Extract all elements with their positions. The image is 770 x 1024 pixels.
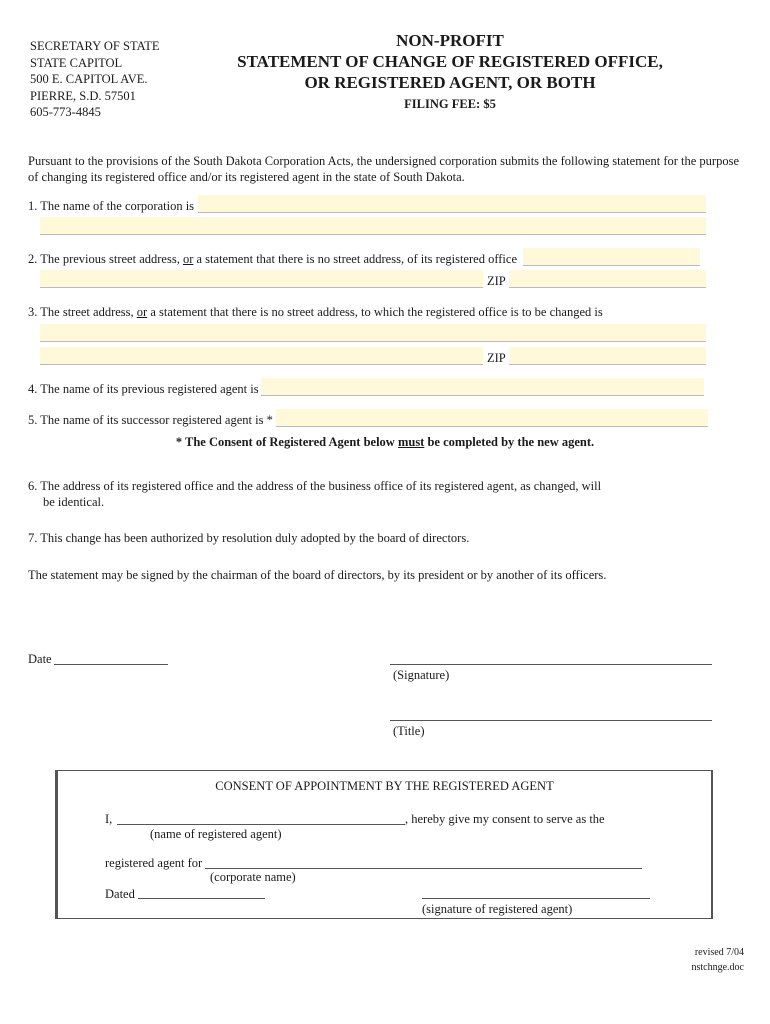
form-title: [200, 30, 700, 112]
dated-label: Dated: [105, 887, 135, 901]
corporate-name-caption: (corporate name): [210, 870, 296, 884]
previous-address-field-2[interactable]: [40, 270, 483, 288]
file-name: nstchnge.doc: [691, 962, 744, 973]
item-2-or: or: [182, 252, 194, 266]
signing-statement: The statement may be signed by the chairman of the board of directors, by its president or by another of its officers.: [28, 568, 607, 582]
footer: [692, 945, 745, 975]
signature-caption: (Signature): [393, 668, 450, 682]
note-must: must: [397, 435, 425, 449]
previous-zip-field[interactable]: [509, 270, 706, 288]
item-3-text-a: 3. The street address,: [28, 305, 137, 319]
item-7-label: 7. This change has been authorized by resolution duly adopted by the board of directors.: [28, 531, 470, 545]
agent-signature-line[interactable]: [422, 897, 650, 899]
title-caption: (Title): [393, 724, 425, 738]
title-line-1: NON-PROFIT: [396, 31, 504, 50]
date-line[interactable]: [54, 663, 168, 665]
consent-heading: CONSENT OF APPOINTMENT BY THE REGISTERED AGENT: [215, 779, 554, 793]
item-6-line-1: 6. The address of its registered office and the address of the business office of its registered agent, as changed, will: [28, 479, 602, 493]
previous-agent-field[interactable]: [261, 378, 704, 396]
title-line-3: OR REGISTERED AGENT, OR BOTH: [304, 73, 596, 92]
item-2-text-a: 2. The previous street address,: [28, 252, 183, 266]
item-3-label: [28, 304, 603, 320]
item-3-text-b: a statement that there is no street address, to which the registered office is to be changed is: [147, 305, 603, 319]
successor-agent-field[interactable]: [276, 409, 708, 427]
address-line: STATE CAPITOL: [30, 55, 123, 70]
zip-label: ZIP: [487, 351, 506, 365]
revised-date: revised 7/04: [694, 947, 744, 958]
address-line: 500 E. CAPITOL AVE.: [30, 72, 148, 86]
new-address-field[interactable]: [40, 324, 706, 342]
registered-agent-for-label: registered agent for: [105, 856, 203, 870]
item-3-or: or: [136, 305, 148, 319]
item-4-label: 4. The name of its previous registered agent is: [28, 382, 259, 396]
filing-fee: FILING FEE: $5: [404, 97, 496, 111]
corporation-name-field[interactable]: [198, 195, 706, 213]
note-text-a: * The Consent of Registered Agent below: [175, 435, 398, 449]
address-line: 605-773-4845: [30, 105, 101, 119]
address-line: SECRETARY OF STATE: [30, 39, 160, 53]
consent-i-label: I,: [105, 812, 113, 826]
intro-paragraph: [28, 153, 739, 185]
agent-name-caption: (name of registered agent): [150, 827, 282, 841]
item-1-label: 1. The name of the corporation is: [28, 199, 195, 213]
consent-note: [0, 434, 770, 450]
address-line: PIERRE, S.D. 57501: [30, 88, 136, 103]
date-label: Date: [28, 652, 52, 666]
item-2-text-b: a statement that there is no street address, of its registered office: [193, 252, 517, 266]
note-text-b: be completed by the new agent.: [424, 435, 595, 449]
previous-address-field[interactable]: [523, 248, 700, 266]
consent-date-line[interactable]: [138, 897, 265, 899]
item-6-line-2: be identical.: [43, 495, 105, 509]
title-line-2: STATEMENT OF CHANGE OF REGISTERED OFFICE,: [237, 52, 663, 71]
title-line[interactable]: [390, 719, 712, 721]
new-address-field-2[interactable]: [40, 347, 483, 365]
consent-text: , hereby give my consent to serve as the: [405, 812, 605, 826]
item-2-label: [28, 251, 517, 267]
agent-name-line[interactable]: [117, 823, 405, 825]
agent-signature-caption: (signature of registered agent): [422, 902, 573, 916]
corporation-name-field-2[interactable]: [40, 217, 706, 235]
item-5-label: 5. The name of its successor registered agent is *: [28, 413, 273, 427]
intro-line-1: Pursuant to the provisions of the South Dakota Corporation Acts, the undersigned corporation submits the following statement for the purpose: [28, 154, 739, 168]
zip-label: ZIP: [487, 274, 506, 288]
new-zip-field[interactable]: [509, 347, 706, 365]
intro-line-2: of changing its registered office and/or its registered agent in the state of South Dakota.: [28, 170, 465, 184]
signature-line[interactable]: [390, 663, 712, 665]
item-6-label: [28, 478, 601, 510]
office-address: [30, 38, 160, 121]
